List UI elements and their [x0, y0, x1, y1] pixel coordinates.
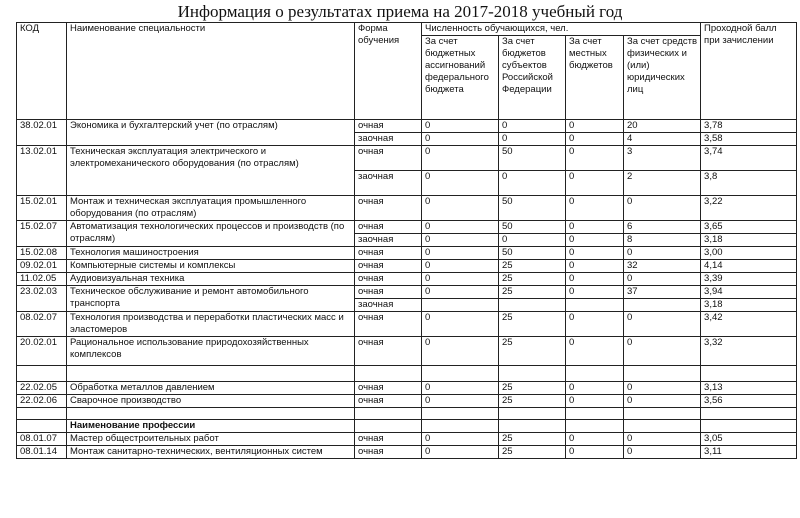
- cell-local: 0: [566, 433, 624, 446]
- admission-results-table: [16, 22, 797, 459]
- cell-paid: 0: [624, 382, 701, 395]
- cell-regional: 0: [499, 120, 566, 133]
- cell-name: Сварочное производство: [67, 395, 355, 408]
- cell-regional: [499, 420, 566, 433]
- cell-name: Мастер общестроительных работ: [67, 433, 355, 446]
- cell-paid: [624, 408, 701, 420]
- cell-form: очная: [355, 221, 422, 234]
- cell-local: 0: [566, 221, 624, 234]
- cell-score: 3,42: [701, 312, 797, 337]
- cell-local: 0: [566, 337, 624, 366]
- cell-regional: 50: [499, 221, 566, 234]
- cell-regional: 25: [499, 312, 566, 337]
- cell-federal: 0: [422, 312, 499, 337]
- header-form: Форма обучения: [355, 23, 422, 120]
- cell-code: 08.02.07: [17, 312, 67, 337]
- cell-paid: 2: [624, 171, 701, 196]
- cell-paid: 4: [624, 133, 701, 146]
- cell-local: [566, 299, 624, 312]
- cell-name: Экономика и бухгалтерский учет (по отраслям): [67, 120, 355, 146]
- cell-form: очная: [355, 260, 422, 273]
- cell-federal: [422, 420, 499, 433]
- cell-local: 0: [566, 234, 624, 247]
- cell-regional: 25: [499, 433, 566, 446]
- header-count: Численность обучающихся, чел.: [422, 23, 701, 36]
- cell-paid: 0: [624, 395, 701, 408]
- cell-federal: 0: [422, 446, 499, 459]
- cell-name: Технология машиностроения: [67, 247, 355, 260]
- cell-federal: 0: [422, 146, 499, 171]
- cell-federal: [422, 299, 499, 312]
- cell-federal: 0: [422, 433, 499, 446]
- cell-score: 3,8: [701, 171, 797, 196]
- cell-regional: 25: [499, 395, 566, 408]
- cell-name: Техническое обслуживание и ремонт автомобильного транспорта: [67, 286, 355, 312]
- cell-regional: 25: [499, 286, 566, 299]
- cell-form: [355, 408, 422, 420]
- section-heading-professions: Наименование профессии: [67, 420, 355, 433]
- cell-federal: 0: [422, 273, 499, 286]
- cell-code: 11.02.05: [17, 273, 67, 286]
- cell-local: 0: [566, 146, 624, 171]
- cell-regional: 0: [499, 133, 566, 146]
- cell-local: 0: [566, 382, 624, 395]
- cell-form: очная: [355, 395, 422, 408]
- cell-federal: 0: [422, 260, 499, 273]
- cell-regional: 25: [499, 273, 566, 286]
- cell-regional: 25: [499, 382, 566, 395]
- cell-federal: 0: [422, 133, 499, 146]
- cell-code: [17, 420, 67, 433]
- cell-form: очная: [355, 146, 422, 171]
- cell-local: 0: [566, 312, 624, 337]
- cell-paid: 3: [624, 146, 701, 171]
- cell-federal: [422, 408, 499, 420]
- cell-federal: 0: [422, 221, 499, 234]
- cell-score: 3,18: [701, 299, 797, 312]
- cell-score: 3,58: [701, 133, 797, 146]
- cell-paid: 0: [624, 337, 701, 366]
- cell-paid: 32: [624, 260, 701, 273]
- cell-form: очная: [355, 286, 422, 299]
- cell-local: 0: [566, 196, 624, 221]
- cell-local: 0: [566, 120, 624, 133]
- cell-federal: 0: [422, 395, 499, 408]
- cell-local: 0: [566, 273, 624, 286]
- cell-local: 0: [566, 286, 624, 299]
- cell-name: Обработка металлов давлением: [67, 382, 355, 395]
- cell-regional: 50: [499, 247, 566, 260]
- cell-form: заочная: [355, 234, 422, 247]
- cell-paid: 0: [624, 196, 701, 221]
- cell-form: [355, 366, 422, 382]
- cell-federal: 0: [422, 196, 499, 221]
- cell-regional: [499, 366, 566, 382]
- cell-score: 3,13: [701, 382, 797, 395]
- cell-score: 3,65: [701, 221, 797, 234]
- cell-name: Технология производства и переработки пластических масс и эластомеров: [67, 312, 355, 337]
- document-title: Информация о результатах приема на 2017-2018 учебный год: [177, 2, 623, 21]
- header-local-budget: За счет местных бюджетов: [566, 36, 624, 120]
- cell-name: Автоматизация технологических процессов и производств (по отраслям): [67, 221, 355, 247]
- header-federal-budget: За счет бюджетных ассигнований федерального бюджета: [422, 36, 499, 120]
- cell-regional: [499, 299, 566, 312]
- cell-score: 3,11: [701, 446, 797, 459]
- cell-code: 15.02.01: [17, 196, 67, 221]
- cell-federal: 0: [422, 286, 499, 299]
- cell-paid: [624, 420, 701, 433]
- cell-code: 22.02.05: [17, 382, 67, 395]
- cell-form: заочная: [355, 171, 422, 196]
- cell-paid: [624, 299, 701, 312]
- cell-local: [566, 408, 624, 420]
- cell-regional: 25: [499, 446, 566, 459]
- cell-form: очная: [355, 433, 422, 446]
- cell-score: 3,74: [701, 146, 797, 171]
- cell-form: очная: [355, 247, 422, 260]
- cell-federal: [422, 366, 499, 382]
- cell-local: [566, 366, 624, 382]
- cell-federal: 0: [422, 120, 499, 133]
- cell-federal: 0: [422, 247, 499, 260]
- cell-form: очная: [355, 120, 422, 133]
- cell-regional: 50: [499, 196, 566, 221]
- cell-score: 3,22: [701, 196, 797, 221]
- cell-regional: 50: [499, 146, 566, 171]
- cell-code: [17, 366, 67, 382]
- cell-local: 0: [566, 247, 624, 260]
- cell-federal: 0: [422, 337, 499, 366]
- cell-paid: 0: [624, 247, 701, 260]
- cell-code: 38.02.01: [17, 120, 67, 146]
- cell-form: очная: [355, 337, 422, 366]
- cell-federal: 0: [422, 171, 499, 196]
- cell-regional: 25: [499, 260, 566, 273]
- cell-code: 15.02.08: [17, 247, 67, 260]
- cell-code: 13.02.01: [17, 146, 67, 196]
- cell-score: 3,56: [701, 395, 797, 408]
- cell-score: 3,18: [701, 234, 797, 247]
- cell-name: [67, 408, 355, 420]
- cell-code: 08.01.07: [17, 433, 67, 446]
- cell-score: [701, 420, 797, 433]
- cell-name: Компьютерные системы и комплексы: [67, 260, 355, 273]
- cell-local: 0: [566, 260, 624, 273]
- table-body: [17, 120, 797, 459]
- cell-local: [566, 420, 624, 433]
- cell-form: очная: [355, 273, 422, 286]
- cell-code: 22.02.06: [17, 395, 67, 408]
- cell-score: 4,14: [701, 260, 797, 273]
- cell-regional: [499, 408, 566, 420]
- cell-federal: 0: [422, 234, 499, 247]
- cell-score: [701, 366, 797, 382]
- cell-regional: 25: [499, 337, 566, 366]
- cell-paid: 6: [624, 221, 701, 234]
- cell-local: 0: [566, 171, 624, 196]
- cell-paid: 20: [624, 120, 701, 133]
- cell-local: 0: [566, 446, 624, 459]
- cell-local: 0: [566, 395, 624, 408]
- header-score: Проходной балл при зачислении: [701, 23, 797, 120]
- cell-form: заочная: [355, 133, 422, 146]
- header-name: Наименование специальности: [67, 23, 355, 120]
- cell-form: очная: [355, 446, 422, 459]
- cell-code: 08.01.14: [17, 446, 67, 459]
- cell-name: Техническая эксплуатация электрического и электромеханического оборудования (по отраслям): [67, 146, 355, 196]
- cell-regional: 0: [499, 234, 566, 247]
- cell-paid: [624, 366, 701, 382]
- cell-form: очная: [355, 312, 422, 337]
- cell-score: 3,94: [701, 286, 797, 299]
- cell-score: [701, 408, 797, 420]
- cell-name: Аудиовизуальная техника: [67, 273, 355, 286]
- cell-score: 3,78: [701, 120, 797, 133]
- cell-score: 3,00: [701, 247, 797, 260]
- cell-regional: 0: [499, 171, 566, 196]
- header-paid: За счет средств физических и (или) юридических лиц: [624, 36, 701, 120]
- cell-name: [67, 366, 355, 382]
- cell-paid: 8: [624, 234, 701, 247]
- header-code: КОД: [17, 23, 67, 120]
- cell-form: очная: [355, 196, 422, 221]
- cell-name: Монтаж санитарно-технических, вентиляционных систем: [67, 446, 355, 459]
- cell-score: 3,05: [701, 433, 797, 446]
- cell-federal: 0: [422, 382, 499, 395]
- cell-code: [17, 408, 67, 420]
- cell-paid: 0: [624, 312, 701, 337]
- cell-form: заочная: [355, 299, 422, 312]
- cell-form: [355, 420, 422, 433]
- header-regional-budget: За счет бюджетов субъектов Российской Федерации: [499, 36, 566, 120]
- cell-paid: 0: [624, 433, 701, 446]
- cell-code: 09.02.01: [17, 260, 67, 273]
- cell-paid: 37: [624, 286, 701, 299]
- cell-form: очная: [355, 382, 422, 395]
- cell-code: 20.02.01: [17, 337, 67, 366]
- cell-name: Монтаж и техническая эксплуатация промышленного оборудования (по отраслям): [67, 196, 355, 221]
- cell-name: Рациональное использование природохозяйственных комплексов: [67, 337, 355, 366]
- cell-local: 0: [566, 133, 624, 146]
- cell-paid: 0: [624, 446, 701, 459]
- cell-code: 23.02.03: [17, 286, 67, 312]
- cell-code: 15.02.07: [17, 221, 67, 247]
- cell-score: 3,32: [701, 337, 797, 366]
- cell-score: 3,39: [701, 273, 797, 286]
- cell-paid: 0: [624, 273, 701, 286]
